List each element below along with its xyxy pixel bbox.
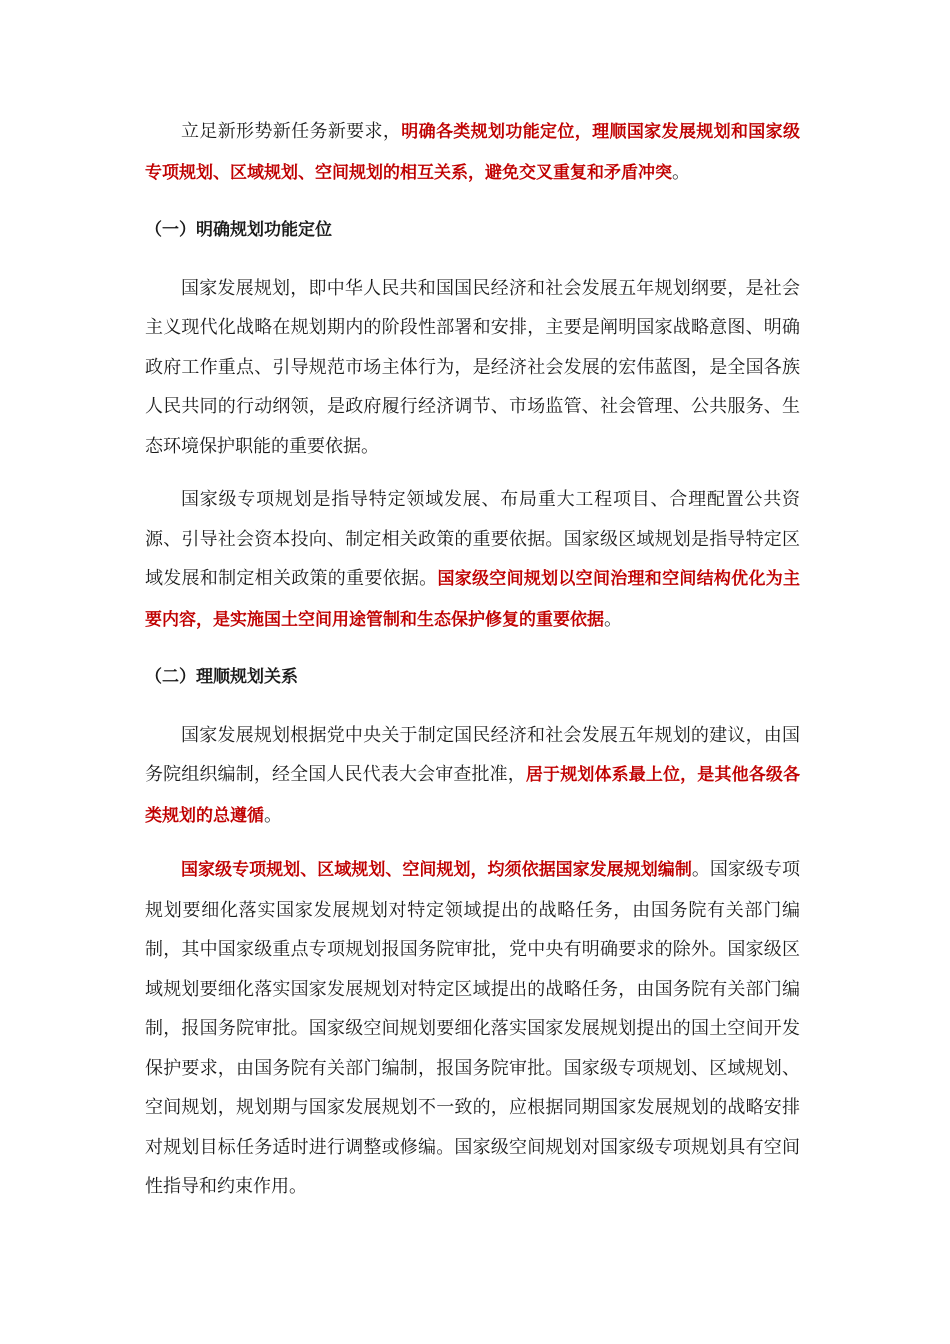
s1p2-highlight-text: 国家级空间规划以空间治理和空间结构优化为主要内容，是实施国土空间用途管制和生态保护修复的重要依据 [145, 569, 801, 630]
section2-paragraph-2 [145, 850, 800, 1207]
s2p1-plain-text: 国家发展规划根据党中央关于制定国民经济和社会发展五年规划的建议，由国务院组织编制，经全国人民代表大会审查批准， [145, 724, 800, 785]
section-heading-2: （二）理顺规划关系 [145, 667, 298, 687]
intro-highlight-text: 明确各类规划功能定位，理顺国家发展规划和国家级专项规划、区域规划、空间规划的相互关系，避免交叉重复和矛盾冲突 [145, 122, 800, 183]
intro-plain-text: 立足新形势新任务新要求， [181, 121, 402, 142]
s2p2-rest-text: 。国家级专项规划要细化落实国家发展规划对特定领域提出的战略任务，由国务院有关部门编制，其中国家级重点专项规划报国务院审批，党中央有明确要求的除外。国家级区域规划要细化落实国家发展规划对特定区域提出的战略任务，由国务院有关部门编制，报国务院审批。国家级空间规划要细化落实国家发展规划提出的国土空间开发保护要求，由国务院有关部门编制，报国务院审批。国家级专项规划、区域规划、空间规划，规划期与国家发展规划不一致的，应根据同期国家发展规划的战略安排对规划目标任务适时进行调整或修编。国家级空间规划对国家级专项规划具有空间性指导和约束作用。 [145, 859, 801, 1197]
s2p1-end-punct: 。 [264, 804, 282, 826]
s1p2-plain-text: 国家级专项规划是指导特定领域发展、布局重大工程项目、合理配置公共资源、引导社会资本投向、制定相关政策的重要依据。国家级区域规划是指导特定区域发展和制定相关政策的重要依据。 [145, 489, 800, 589]
intro-end-punct: 。 [672, 161, 690, 183]
section1-paragraph-1: 国家发展规划，即中华人民共和国国民经济和社会发展五年规划纲要，是社会主义现代化战略在规划期内的阶段性部署和安排，主要是阐明国家战略意图、明确政府工作重点、引导规范市场主体行为，是经济社会发展的宏伟蓝图，是全国各族人民共同的行动纲领，是政府履行经济调节、市场监管、社会管理、公共服务、生态环境保护职能的重要依据。 [145, 277, 800, 457]
document-page [145, 112, 800, 1207]
section2-paragraph-1 [145, 716, 800, 837]
s2p2-highlight-text: 国家级专项规划、区域规划、空间规划，均须依据国家发展规划编制 [181, 860, 692, 880]
section1-paragraph-2 [145, 480, 800, 640]
s1p2-end-punct: 。 [604, 608, 622, 630]
s2p1-highlight-text: 居于规划体系最上位，是其他各级各类规划的总遵循 [145, 765, 801, 826]
intro-paragraph [145, 112, 800, 193]
section-heading-1: （一）明确规划功能定位 [145, 220, 332, 240]
